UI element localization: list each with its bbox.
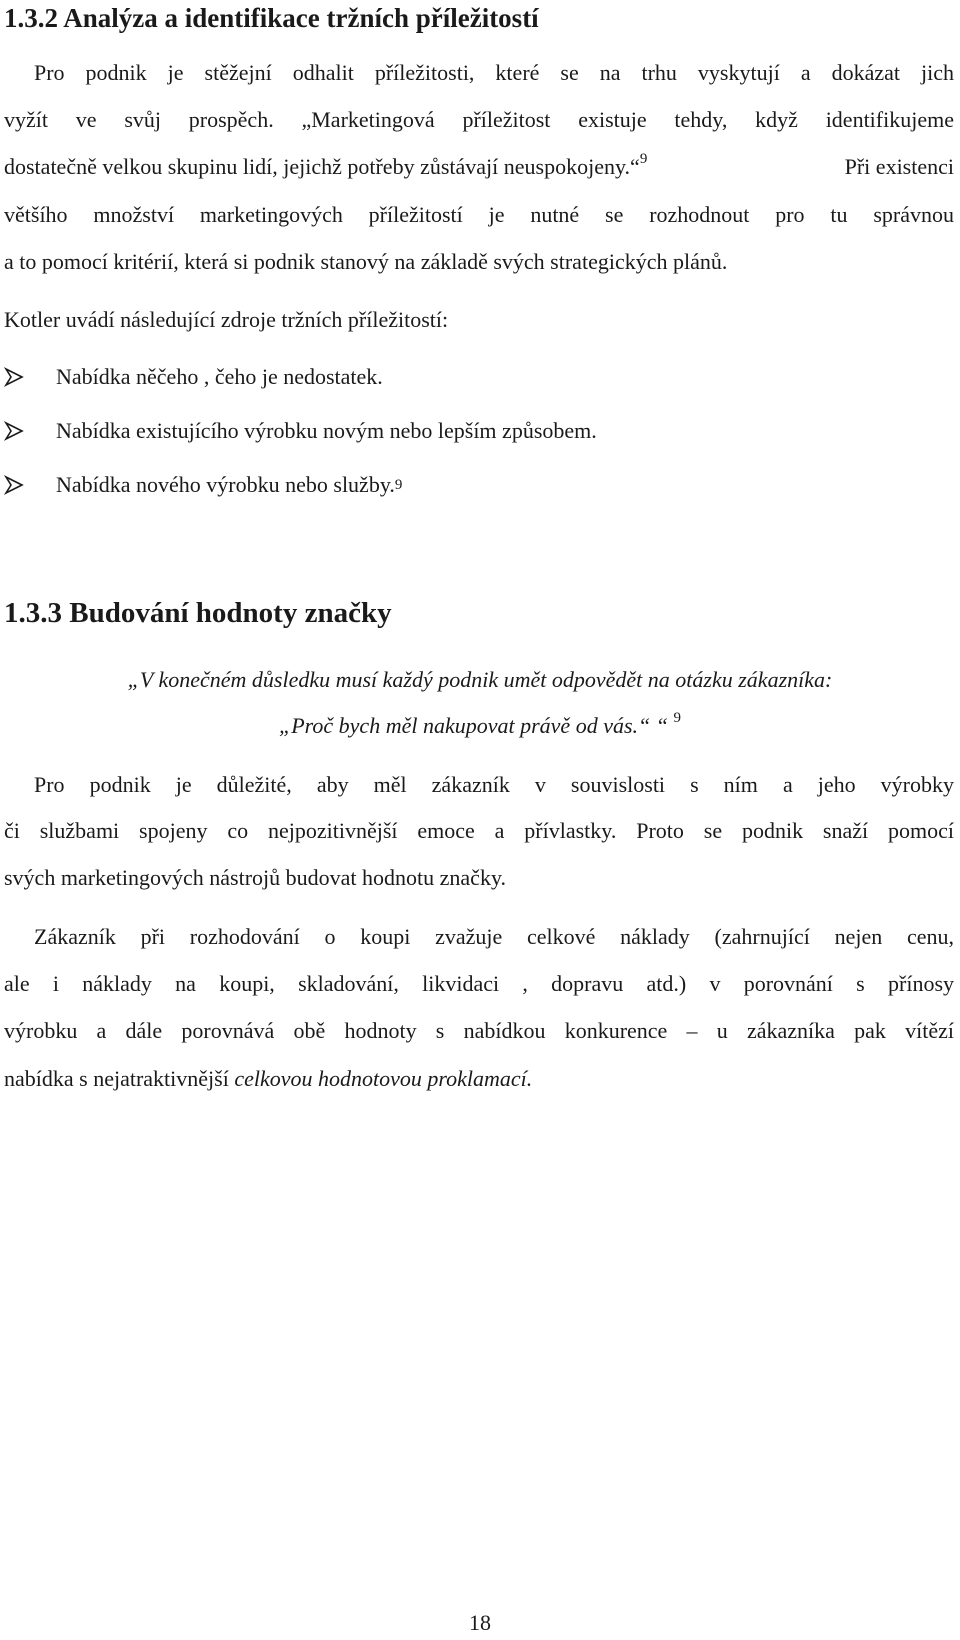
- list-item-text: Nabídka něčeho , čeho je nedostatek.: [56, 364, 383, 389]
- footnote-marker: 9: [639, 151, 648, 167]
- paragraph-line: většího množství marketingových příležitostí je nutné se rozhodnout pro tu správnou: [4, 202, 954, 227]
- paragraph-line: ale i náklady na koupi, skladování, likvidaci , dopravu atd.) v porovnání s přínosy: [4, 971, 954, 996]
- section-heading-1-3-3: 1.3.3 Budování hodnoty značky: [4, 597, 392, 629]
- arrowhead-bullet-icon: [4, 475, 24, 495]
- section-heading-1-3-2: 1.3.2 Analýza a identifikace tržních příležitostí: [4, 3, 539, 33]
- paragraph-line: [4, 152, 954, 182]
- list-item-text: Nabídka nového výrobku nebo služby.: [56, 472, 395, 497]
- quote-text: „Proč bych měl nakupovat právě od vás.“ “: [278, 713, 668, 738]
- list-item-text: Nabídka existujícího výrobku novým nebo lepším způsobem.: [56, 418, 597, 443]
- quote-line: [0, 711, 960, 741]
- paragraph-line: a to pomocí kritérií, která si podnik stanový na základě svých strategických plánů.: [4, 249, 728, 274]
- paragraph-text: nabídka s nejatraktivnější: [4, 1066, 235, 1091]
- quote-line: „V konečném důsledku musí každý podnik umět odpovědět na otázku zákazníka:: [127, 667, 833, 692]
- paragraph-line: Pro podnik je důležité, aby měl zákazník v souvislosti s ním a jeho výrobky: [34, 772, 954, 797]
- paragraph-emphasis: celkovou hodnotovou proklamací.: [234, 1066, 533, 1091]
- paragraph-line: Pro podnik je stěžejní odhalit příležitosti, které se na trhu vyskytují a dokázat jich: [34, 60, 954, 85]
- arrowhead-bullet-icon: [4, 367, 24, 387]
- paragraph-text: Při existenci: [844, 154, 954, 179]
- paragraph-line: výrobku a dále porovnává obě hodnoty s nabídkou konkurence – u zákazníka pak vítězí: [4, 1018, 954, 1043]
- list-item: Nabídka nového výrobku nebo služby. 9: [4, 470, 402, 500]
- list-item: [4, 416, 597, 446]
- paragraph-line: vyžít ve svůj prospěch. „Marketingová příležitost existuje tehdy, když identifikujeme: [4, 107, 954, 132]
- paragraph-line: či službami spojeny co nejpozitivnější emoce a přívlastky. Proto se podnik snaží pomocí: [4, 818, 954, 843]
- paragraph-line: [4, 1064, 954, 1094]
- list-intro: Kotler uvádí následující zdroje tržních příležitostí:: [4, 307, 449, 332]
- list-item: [4, 362, 383, 392]
- page-number: 18: [469, 1610, 491, 1635]
- paragraph-line: Zákazník při rozhodování o koupi zvažuje celkové náklady (zahrnující nejen cenu,: [34, 924, 954, 949]
- footnote-marker: 9: [673, 710, 681, 726]
- paragraph-text: dostatečně velkou skupinu lidí, jejichž potřeby zůstávají neuspokojeny.“: [4, 154, 640, 179]
- paragraph-line: svých marketingových nástrojů budovat hodnotu značky.: [4, 865, 507, 890]
- arrowhead-bullet-icon: [4, 421, 24, 441]
